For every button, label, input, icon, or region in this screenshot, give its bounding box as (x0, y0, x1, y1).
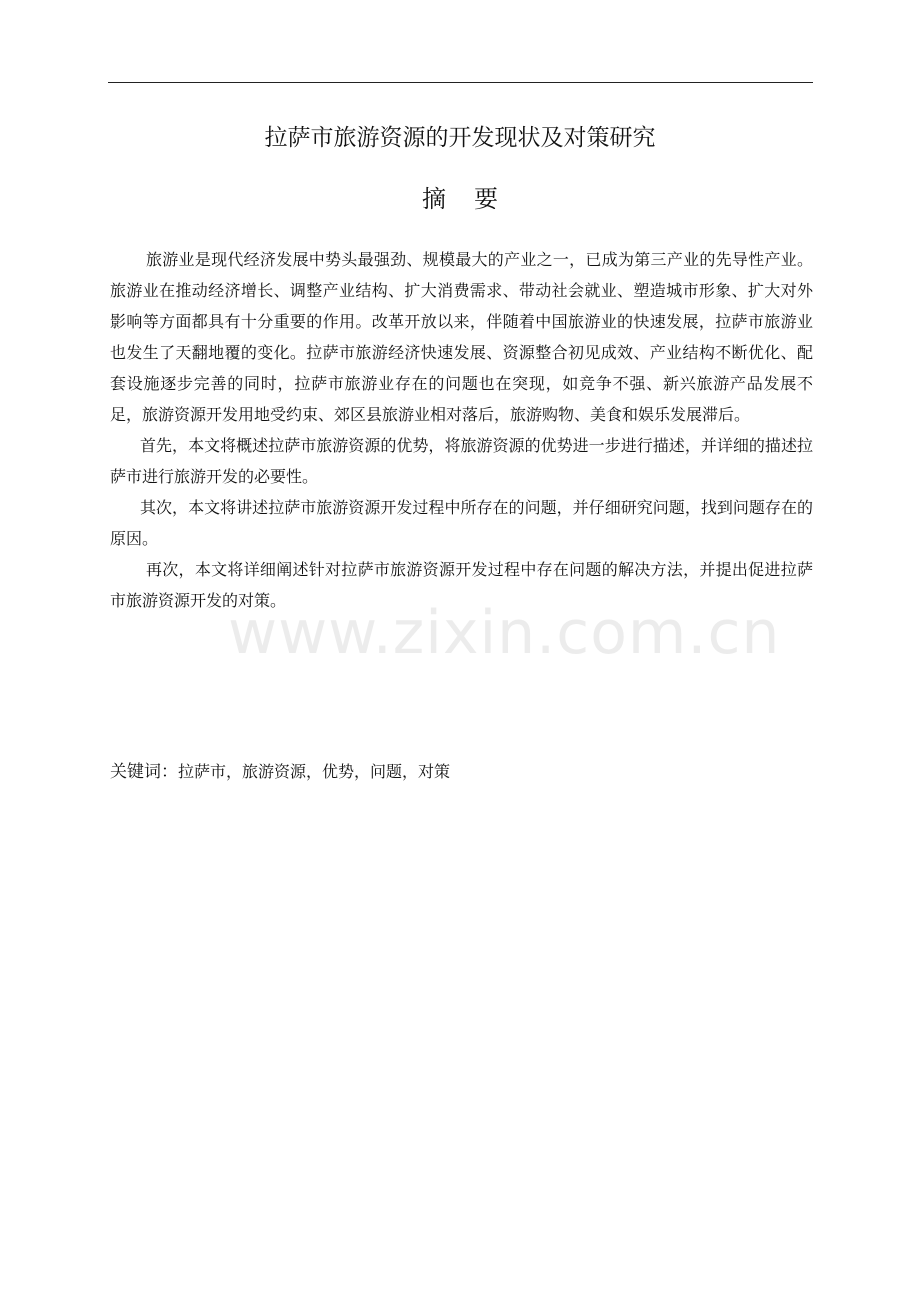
keywords-label: 关键词： (110, 762, 178, 782)
abstract-paragraph-2: 首先，本文将概述拉萨市旅游资源的优势，将旅游资源的优势进一步进行描述，并详细的描述拉萨市进行旅游开发的必要性。 (110, 436, 813, 486)
keywords-value: 拉萨市，旅游资源，优势，问题，对策 (178, 762, 451, 781)
keywords-line (110, 756, 813, 788)
document-title: 拉萨市旅游资源的开发现状及对策研究 (264, 125, 656, 151)
watermark: www.zixin.com.cn (228, 598, 781, 668)
abstract-heading: 摘要 (422, 185, 526, 213)
abstract-paragraph-3: 其次，本文将讲述拉萨市旅游资源开发过程中所存在的问题，并仔细研究问题，找到问题存在的原因。 (110, 498, 813, 548)
abstract-paragraph-4: 再次，本文将详细阐述针对拉萨市旅游资源开发过程中存在问题的解决方法，并提出促进拉萨市旅游资源开发的对策。 (110, 560, 813, 610)
abstract-paragraph-1: 旅游业是现代经济发展中势头最强劲、规模最大的产业之一，已成为第三产业的先导性产业。旅游业在推动经济增长、调整产业结构、扩大消费需求、带动社会就业、塑造城市形象、扩大对外影响等方面都具有十分重要的作用。改革开放以来，伴随着中国旅游业的快速发展，拉萨市旅游业也发生了天翻地覆的变化。拉萨市旅游经济快速发展、资源整合初见成效、产业结构不断优化、配套设施逐步完善的同时，拉萨市旅游业存在的问题也在突现，如竞争不强、新兴旅游产品发展不足，旅游资源开发用地受约束、郊区县旅游业相对落后，旅游购物、美食和娱乐发展滞后。 (110, 250, 813, 424)
abstract-body (110, 244, 813, 616)
header-rule (108, 82, 813, 83)
